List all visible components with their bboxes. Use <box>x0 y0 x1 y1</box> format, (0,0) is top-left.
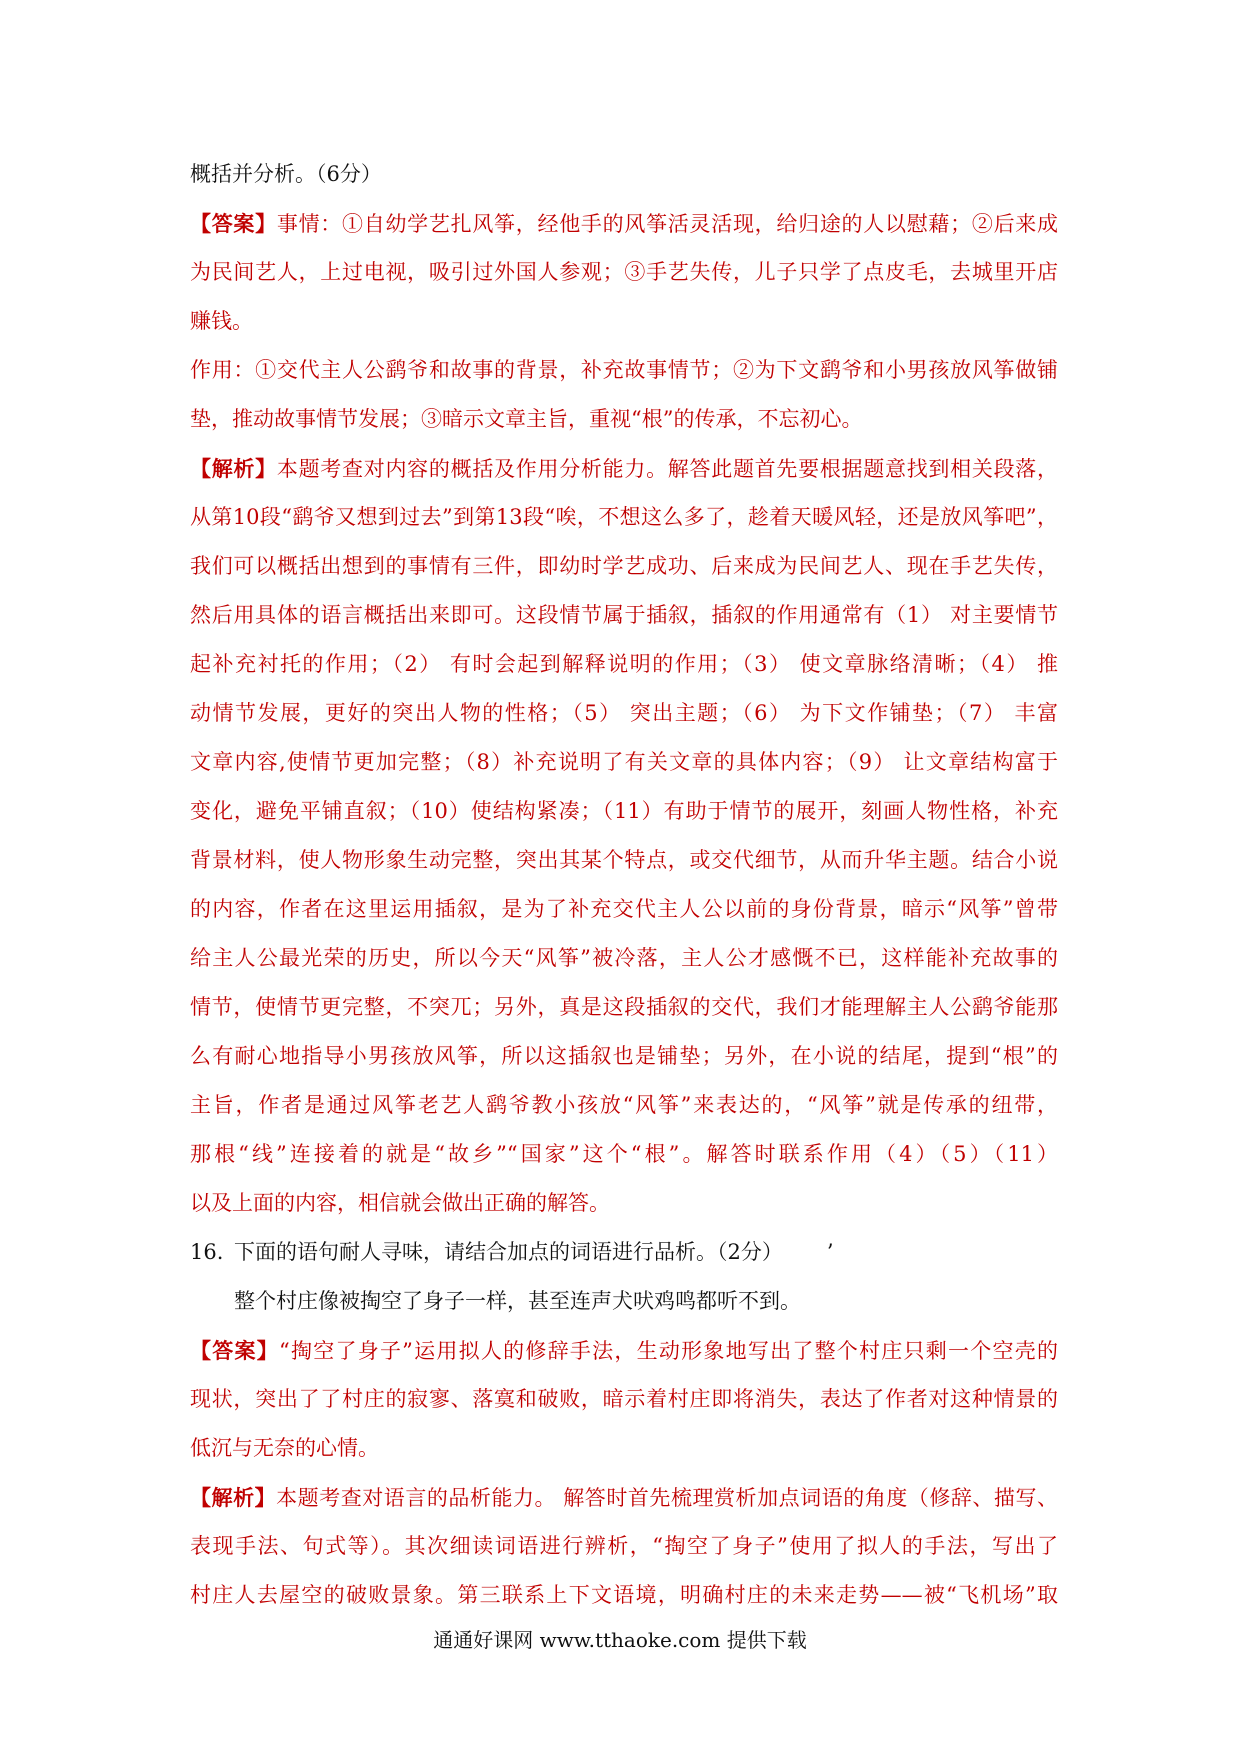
analysis-line <box>190 738 1058 787</box>
analysis-line <box>190 444 1058 493</box>
text-line: 事情：①自幼学艺扎风筝，经他手的风筝活灵活现，给归途的人以慰藉；②后来成 <box>276 212 1058 236</box>
text-line: 然后用具体的语言概括出来即可。这段情节属于插叙，插叙的作用通常有（1） 对主要情节 <box>190 603 1058 627</box>
analysis-line <box>190 885 1058 934</box>
answer-line <box>190 346 1058 395</box>
analysis-line <box>190 542 1058 591</box>
answer-line <box>190 248 1058 297</box>
text-line: 么有耐心地指导小男孩放风筝，所以这插叙也是铺垫；另外，在小说的结尾，提到“根”的 <box>190 1044 1058 1068</box>
text-line: 村庄人去屋空的破败景象。第三联系上下文语境，明确村庄的未来走势——被“飞机场”取 <box>190 1583 1058 1607</box>
question-16 <box>190 1228 1058 1277</box>
analysis-line <box>190 1179 1058 1228</box>
answer-line <box>190 395 1058 444</box>
text-line: 垫，推动故事情节发展；③暗示文章主旨，重视“根”的传承，不忘初心。 <box>190 407 863 431</box>
analysis-line <box>190 493 1058 542</box>
analysis-line <box>190 1571 1058 1620</box>
analysis-line <box>190 1032 1058 1081</box>
question-tail-line <box>190 150 1058 199</box>
analysis-line <box>190 836 1058 885</box>
text-line: 我们可以概括出想到的事情有三件，即幼时学艺成功、后来成为民间艺人、现在手艺失传， <box>190 554 1058 578</box>
text-line: 文章内容,使情节更加完整；（8）补充说明了有关文章的具体内容；（9） 让文章结构富于 <box>190 750 1058 774</box>
text-line: 为民间艺人，上过电视，吸引过外国人参观；③手艺失传，儿子只学了点皮毛，去城里开店 <box>190 260 1058 284</box>
answer-line <box>190 1326 1058 1375</box>
text-line: 本题考查对语言的品析能力。 解答时首先梳理赏析加点词语的角度（修辞、描写、 <box>276 1486 1058 1510</box>
text-line: 以及上面的内容，相信就会做出正确的解答。 <box>190 1191 610 1215</box>
analysis-line <box>190 983 1058 1032</box>
text-line: 赚钱。 <box>190 309 253 333</box>
text-line: 低沉与无奈的心情。 <box>190 1436 379 1460</box>
text-line: 表现手法、句式等）。其次细读词语进行辨析，“掏空了身子”使用了拟人的手法，写出了 <box>190 1534 1058 1558</box>
text-line: 从第10段“鹞爷又想到过去”到第13段“唉，不想这么多了，趁着天暖风轻，还是放风筝吧”， <box>190 505 1058 529</box>
text-line: 起补充衬托的作用；（2） 有时会起到解释说明的作用；（3） 使文章脉络清晰；（4） 推 <box>190 652 1058 676</box>
analysis-line <box>190 787 1058 836</box>
text-line: 本题考查对内容的概括及作用分析能力。解答此题首先要根据题意找到相关段落， <box>276 457 1058 481</box>
text-line: 现状，突出了了村庄的寂寥、落寞和破败，暗示着村庄即将消失，表达了作者对这种情景的 <box>190 1387 1058 1411</box>
analysis-line <box>190 1081 1058 1130</box>
text-line: 的内容，作者在这里运用插叙，是为了补充交代主人公以前的身份背景，暗示“风筝”曾带 <box>190 897 1058 921</box>
analysis-line <box>190 689 1058 738</box>
text-line: 给主人公最光荣的历史，所以今天“风筝”被冷落，主人公才感慨不已，这样能补充故事的 <box>190 946 1058 970</box>
text-line: 动情节发展，更好的突出人物的性格；（5） 突出主题；（6） 为下文作铺垫；（7） 丰富 <box>190 701 1058 725</box>
quoted-sentence: 整个村庄像被掏空了身子一样，甚至连声犬吠鸡鸣都听不到。 <box>234 1289 801 1313</box>
answer-line <box>190 1424 1058 1473</box>
text-line: 背景材料，使人物形象生动完整，突出其某个特点，或交代细节，从而升华主题。结合小说 <box>190 848 1058 872</box>
text-line: 情节，使情节更完整，不突兀；另外，真是这段插叙的交代，我们才能理解主人公鹞爷能那 <box>190 995 1058 1019</box>
analysis-line <box>190 1130 1058 1179</box>
text-line: 那根“线”连接着的就是“故乡”“国家”这个“根”。解答时联系作用（4）（5）（11） <box>190 1142 1058 1166</box>
text-line: 变化，避免平铺直叙；（10）使结构紧凑；（11）有助于情节的展开，刻画人物性格，补充 <box>190 799 1058 823</box>
analysis-line <box>190 640 1058 689</box>
text-line: “掏空了身子”运用拟人的修辞手法，生动形象地写出了整个村庄只剩一个空壳的 <box>278 1339 1059 1363</box>
answer-line <box>190 297 1058 346</box>
analysis-line <box>190 1522 1058 1571</box>
question-text: 下面的语句耐人寻味，请结合加点的词语进行品析。（2分） <box>234 1240 783 1264</box>
document-page <box>190 150 1058 1620</box>
answer-tag: 【答案】 <box>190 211 277 236</box>
stray-mark: ’ <box>826 1240 834 1264</box>
analysis-line <box>190 934 1058 983</box>
text-line: 作用：①交代主人公鹞爷和故事的背景，补充故事情节；②为下文鹞爷和小男孩放风筝做铺 <box>190 358 1058 382</box>
analysis-line <box>190 591 1058 640</box>
analysis-tag: 【解析】 <box>190 456 277 481</box>
question-quote <box>190 1277 1058 1326</box>
text-line: 主旨，作者是通过风筝老艺人鹞爷教小孩放“风筝”来表达的，“风筝”就是传承的纽带， <box>190 1093 1058 1117</box>
analysis-line <box>190 1473 1058 1522</box>
analysis-tag: 【解析】 <box>190 1485 277 1510</box>
page-footer <box>0 1625 1240 1655</box>
text-line: 概括并分析。（6分） <box>190 162 382 186</box>
question-number: 16. <box>190 1240 224 1264</box>
answer-line <box>190 1375 1058 1424</box>
footer-text: 通通好课网 www.tthaoke.com 提供下载 <box>433 1628 807 1652</box>
answer-tag: 【答案】 <box>190 1338 279 1363</box>
answer-line <box>190 199 1058 248</box>
